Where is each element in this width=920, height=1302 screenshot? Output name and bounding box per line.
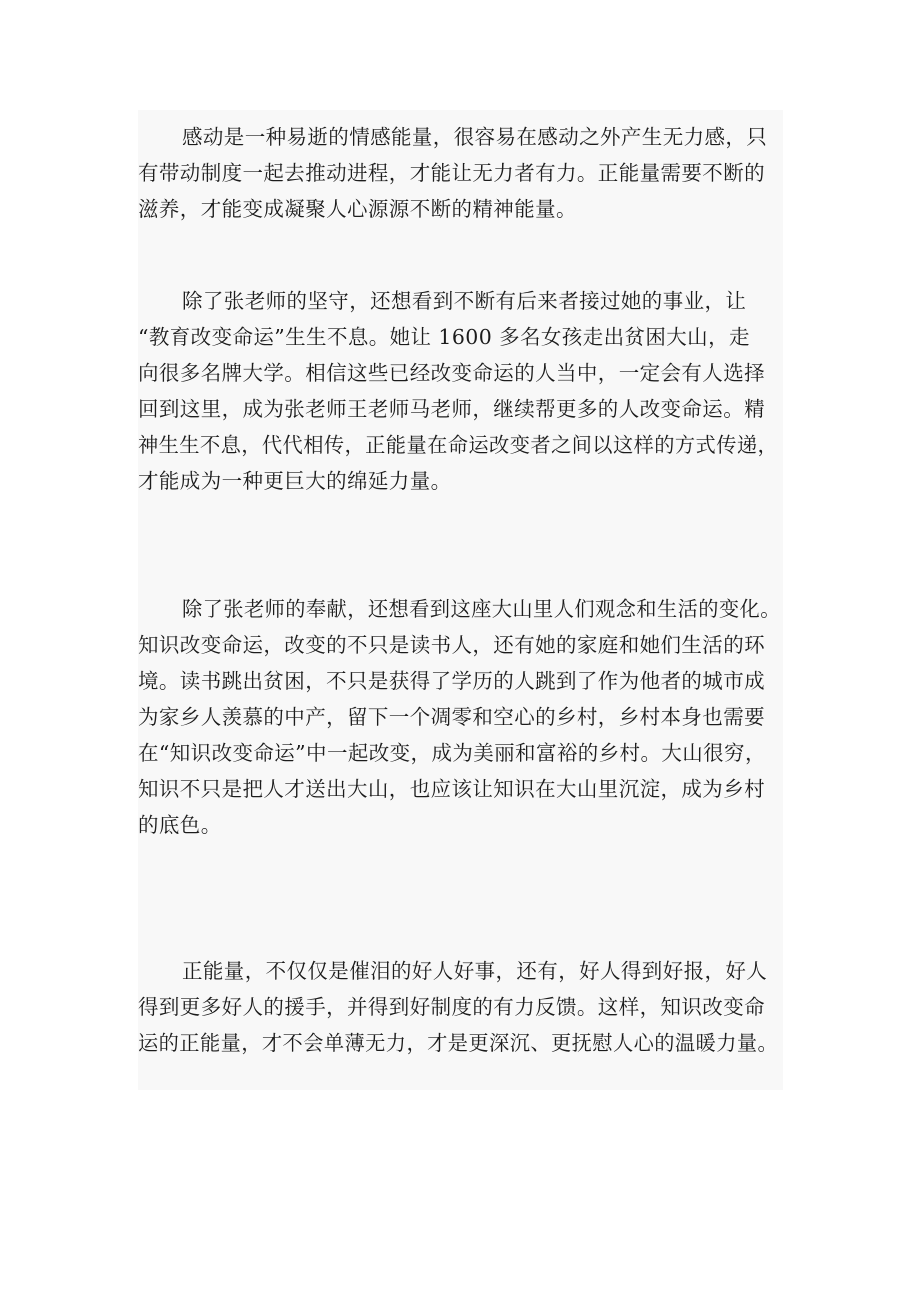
paragraph-line: 知识不只是把人才送出大山，也应该让知识在大山里沉淀，成为乡村 [138,777,765,801]
paragraph-line: 才能成为一种更巨大的绵延力量。 [138,469,452,493]
paragraph-line: 得到更多好人的援手，并得到好制度的有力反馈。这样，知识改变命 [138,995,765,1019]
paragraph-line: 知识改变命运，改变的不只是读书人，还有她的家庭和她们生活的环 [138,633,765,657]
paragraph-2 [138,283,783,499]
paragraph-line: 除了张老师的坚守，还想看到不断有后来者接过她的事业，让 [182,289,747,313]
text-block [138,110,783,1090]
paragraph-line: 滋养，才能变成凝聚人心源源不断的精神能量。 [138,197,577,221]
paragraph-line: 在“知识改变命运”中一起改变，成为美丽和富裕的乡村。大山很穷， [138,741,766,765]
paragraph-line: 向很多名牌大学。相信这些已经改变命运的人当中，一定会有人选择 [138,361,765,385]
paragraph-line: 感动是一种易逝的情感能量，很容易在感动之外产生无力感，只 [182,125,768,149]
paragraph-line: 的底色。 [138,813,222,837]
paragraph-line: 为家乡人羡慕的中产，留下一个凋零和空心的乡村，乡村本身也需要 [138,705,765,729]
paragraph-line: 有带动制度一起去推动进程，才能让无力者有力。正能量需要不断的 [138,161,765,185]
paragraph-line: 运的正能量，才不会单薄无力，才是更深沉、更抚慰人心的温暖力量。 [138,1031,779,1055]
paragraph-line: 神生生不息，代代相传，正能量在命运改变者之间以这样的方式传递， [138,433,779,457]
paragraph-1 [138,119,783,227]
paragraph-4 [138,953,783,1061]
paragraph-line: 除了张老师的奉献，还想看到这座大山里人们观念和生活的变化。 [182,597,781,621]
paragraph-line: “教育改变命运”生生不息。她让 1600 多名女孩走出贫困大山，走 [138,325,750,349]
paragraph-line: 回到这里，成为张老师王老师马老师，继续帮更多的人改变命运。精 [138,397,765,421]
paragraph-line: 正能量，不仅仅是催泪的好人好事，还有，好人得到好报，好人 [182,959,768,983]
paragraph-3 [138,591,783,843]
paragraph-line: 境。读书跳出贫困，不只是获得了学历的人跳到了作为他者的城市成 [138,669,765,693]
